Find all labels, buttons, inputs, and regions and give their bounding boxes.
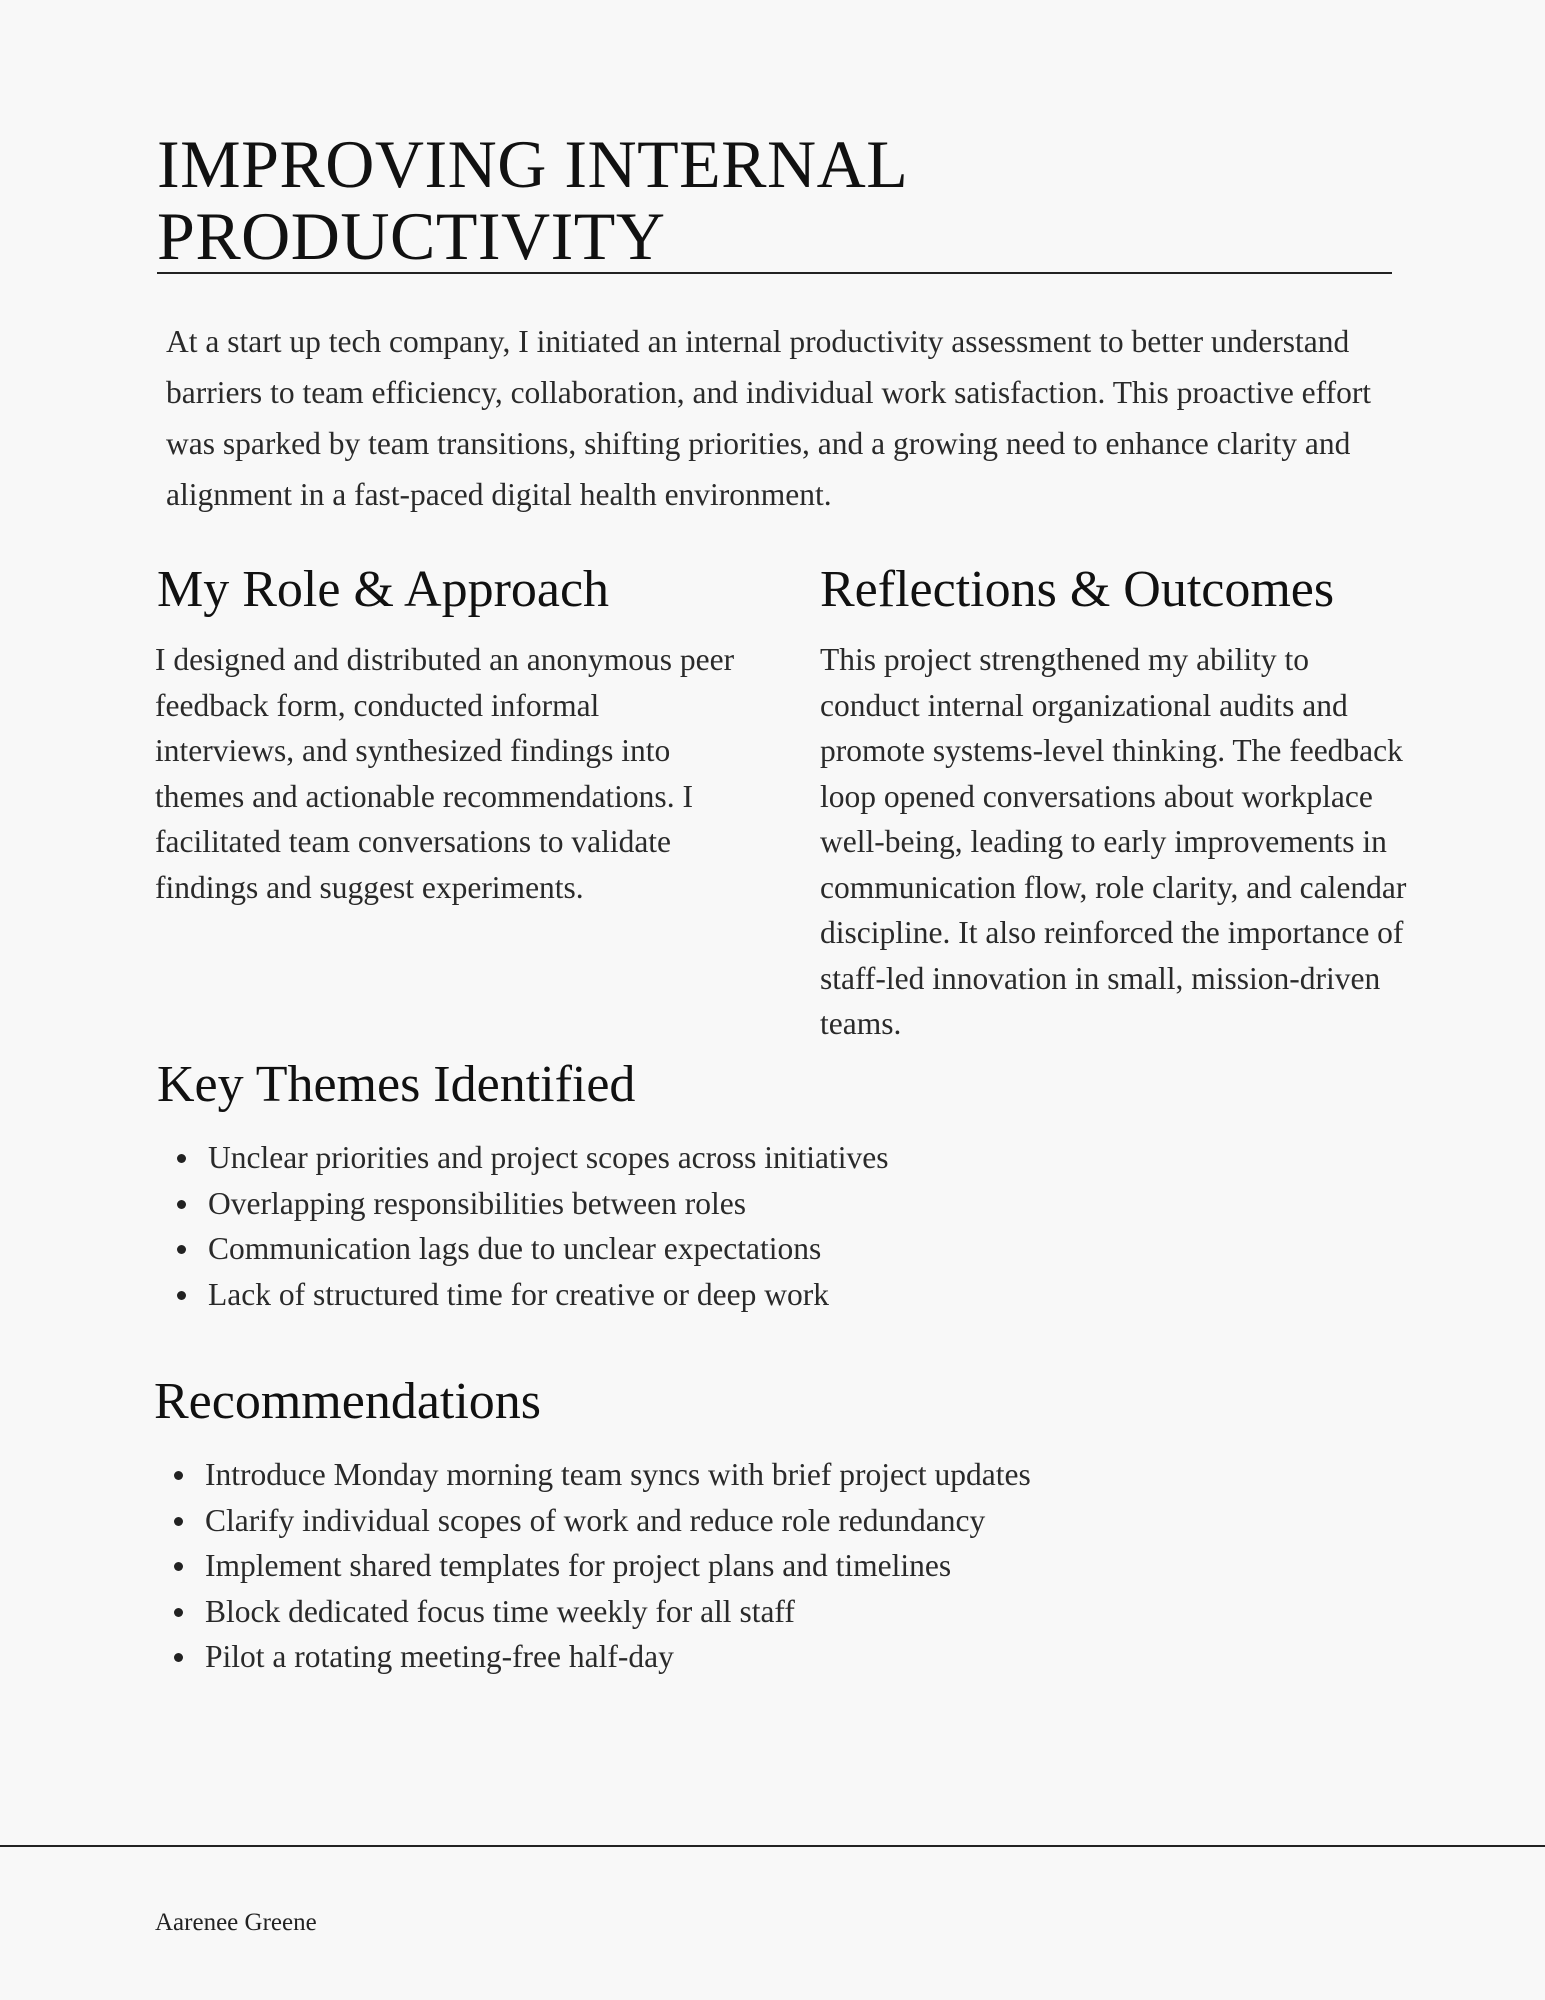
recommendation-item [154, 1589, 1031, 1635]
recommendation-item [154, 1498, 1031, 1544]
bullet-dot-icon [174, 1471, 183, 1480]
bullet-dot-icon [174, 1562, 183, 1571]
bullet-dot-icon [177, 1154, 186, 1163]
theme-item-text: Unclear priorities and project scopes across initiatives [208, 1140, 889, 1175]
bullet-dot-icon [174, 1608, 183, 1617]
recommendation-item-text: Introduce Monday morning team syncs with brief project updates [205, 1457, 1031, 1492]
theme-item [157, 1181, 889, 1227]
recommendation-item [154, 1543, 1031, 1589]
theme-item [157, 1135, 889, 1181]
themes-heading: Key Themes Identified [157, 1056, 636, 1113]
theme-item-text: Lack of structured time for creative or deep work [208, 1276, 829, 1312]
recommendations-heading: Recommendations [154, 1373, 542, 1430]
theme-item [157, 1272, 889, 1318]
recommendation-item-text: Clarify individual scopes of work and reduce role redundancy [205, 1502, 986, 1538]
theme-item-text: Communication lags due to unclear expectations [208, 1231, 822, 1266]
bullet-dot-icon [177, 1245, 186, 1254]
page-title: IMPROVING INTERNAL PRODUCTIVITY [157, 126, 906, 274]
recommendation-item [154, 1634, 1031, 1680]
theme-item-text: Overlapping responsibilities between roles [208, 1185, 746, 1221]
recommendation-item-text: Pilot a rotating meeting-free half-day [205, 1639, 674, 1674]
recommendation-item-text: Implement shared templates for project plans and timelines [205, 1548, 952, 1583]
reflections-heading: Reflections & Outcomes [820, 561, 1335, 618]
bullet-dot-icon [177, 1291, 186, 1300]
recommendations-list [154, 1452, 1031, 1680]
footer-author: Aarenee Greene [155, 1909, 317, 1936]
footer-divider [0, 1845, 1545, 1847]
theme-item [157, 1226, 889, 1272]
bullet-dot-icon [174, 1653, 183, 1662]
recommendation-item [154, 1452, 1031, 1498]
recommendation-item-text: Block dedicated focus time weekly for all staff [205, 1593, 795, 1629]
role-body: I designed and distributed an anonymous peer feedback form, conducted informal interviews, and synthesized findings into themes and actionable recommendations. I facilitated team conversations to validate findings and suggest experiments. [155, 642, 735, 905]
intro-paragraph: At a start up tech company, I initiated an internal productivity assessment to better understand barriers to team efficiency, collaboration, and individual work satisfaction. This proactive effort was sparked by team transitions, shifting priorities, and a growing need to enhance clarity and alignment in a fast-paced digital health environment. [166, 324, 1372, 512]
bullet-dot-icon [177, 1200, 186, 1209]
bullet-dot-icon [174, 1517, 183, 1526]
themes-list [157, 1135, 889, 1317]
reflections-body: This project strengthened my ability to conduct internal organizational audits and promote systems-level thinking. The feedback loop opened conversations about workplace well-being, leading to early improvements in communication flow, role clarity, and calendar discipline. It also reinforced the importance of staff-led innovation in small, mission-driven teams. [820, 642, 1407, 1041]
role-heading: My Role & Approach [157, 561, 610, 618]
title-divider [157, 272, 1392, 274]
